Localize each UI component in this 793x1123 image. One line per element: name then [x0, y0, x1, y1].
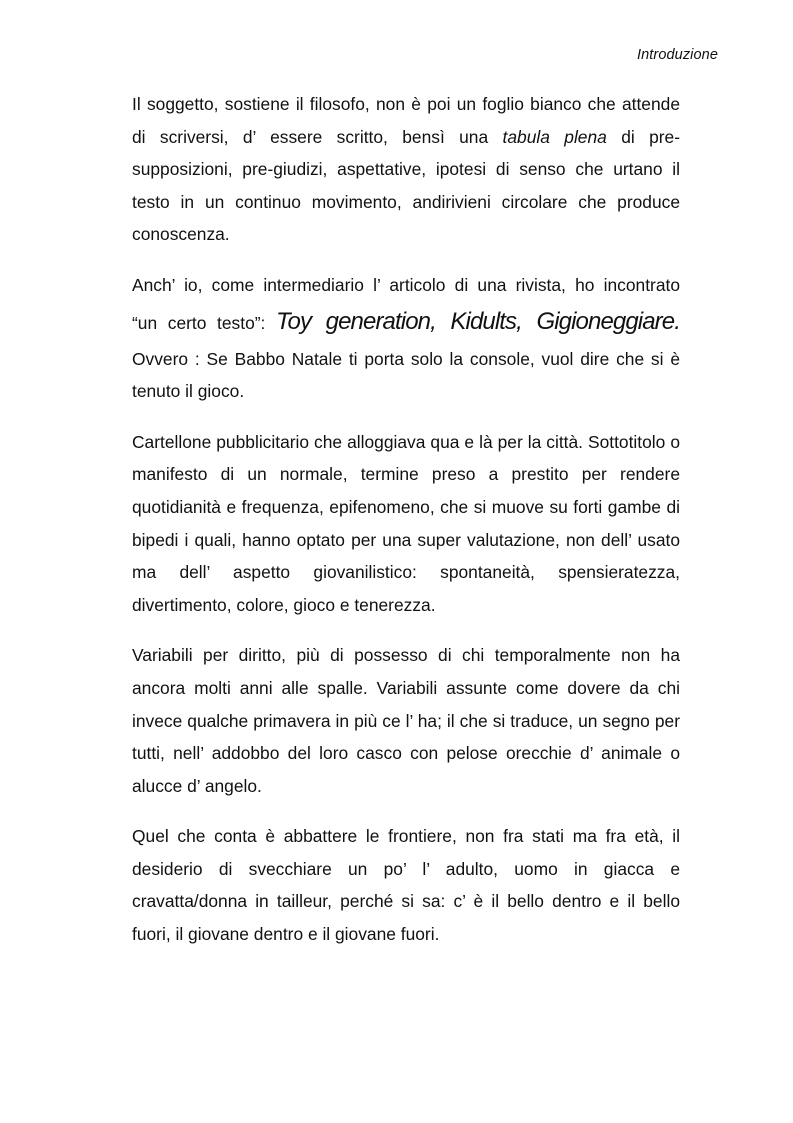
paragraph-1: [132, 88, 680, 251]
quote-lead: “un certo testo”:: [132, 312, 276, 333]
paragraph-1-text-end: di pre-supposizioni, pre-giudizi, aspettative, ipotesi di senso che urtano il testo in un continuo movimento, andirivieni circolare che produce conoscenza.: [132, 126, 681, 245]
paragraph-2: [132, 269, 680, 408]
paragraph-3: Cartellone pubblicitario che alloggiava qua e là per la città. Sottotitolo o manifesto di un normale, termine preso a prestito per rendere quotidianità e frequenza, epifenomeno, che si muove su forti gambe di bipedi i quali, hanno optato per una super valutazione, non dell’ usato ma dell’ aspetto giovanilistico: spontaneità, spensieratezza, divertimento, colore, gioco e tenerezza.: [132, 431, 680, 615]
paragraph-1-text-start: Il soggetto, sostiene il filosofo, non è poi un foglio bianco che attende di scriversi, d’ essere scritto, bensì una: [132, 94, 680, 147]
paragraph-2-line-2: [132, 302, 680, 343]
body-text: [132, 88, 680, 969]
running-head-section-title: Introduzione: [636, 47, 718, 63]
quoted-title: Toy generation, Kidults, Gigioneggiare.: [276, 307, 680, 335]
paragraph-4: Variabili per diritto, più di possesso di chi temporalmente non ha ancora molti anni alle spalle. Variabili assunte come dovere da chi invece qualche primavera in più ce l’ ha; il che si traduce, un segno per tutti, nell’ addobbo del loro casco con pelose orecchie d’ animale o alucce d’ angelo.: [132, 645, 680, 796]
paragraph-5: Quel che conta è abbattere le frontiere, non fra stati ma fra età, il desiderio di svecchiare un po’ l’ adulto, uomo in giacca e cravatta/donna in tailleur, perché si sa: c’ è il bello dentro e il bello fuori, il giovane dentro e il giovane fuori.: [132, 826, 680, 945]
latin-emphasis: tabula plena: [502, 126, 607, 147]
paragraph-2-line-1: Anch’ io, come intermediario l’ articolo di una rivista, ho incontrato: [132, 274, 680, 295]
paragraph-2-continuation: Ovvero : Se Babbo Natale ti porta solo la console, vuol dire che si è tenuto il gioco.: [132, 348, 680, 402]
